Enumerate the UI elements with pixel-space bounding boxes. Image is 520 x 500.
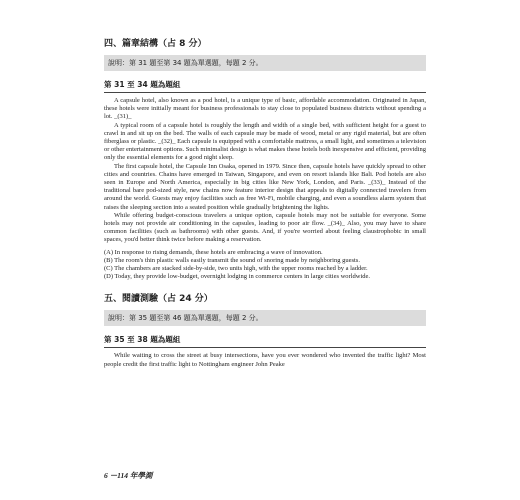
- option-a: (A) In response to rising demands, these hotels are embracing a wave of innovation.: [104, 248, 323, 256]
- section-5-instruction: 說明：第 35 題至第 46 題為單選題，每題 2 分。: [104, 310, 426, 326]
- page-footer: 6 －114 年學測: [104, 471, 153, 480]
- passage-paragraph: The first capsule hotel, the Capsule Inn Osaka, opened in 1979. Since then, capsule hotels have quickly spread to other cities and countries. Chains have emerged in Taiwan, Singapore, and even on resort islands like Bali. Pod hotels are also seen in Europe and North America, especially in big cities like New York, London, and Paris. _(33)_ Instead of the traditional bare pod-sized style, new chains now feature interior design that appeals to digitally connected travelers from around the world. Guests may enjoy facilities such as free Wi-Fi, mobile charging, and even a soundless alarm system that raises the sleeping section into a seated position while gradually brightening the lights.: [104, 162, 426, 211]
- option-b: (B) The room's thin plastic walls easily transmit the sound of snoring made by neighboring guests.: [104, 256, 360, 264]
- option-d: (D) Today, they provide low-budget, overnight lodging in commerce centers in large cities worldwide.: [104, 273, 371, 281]
- passage-paragraph: While offering budget-conscious travelers a unique option, capsule hotels may not be suitable for everyone. Some hotels may not provide air conditioning in the capsules, leading to poor air flow. _(34)_ Also, you may have to share common facilities (such as bathrooms) with other guests. And, if you're worried about feeling claustrophobic in small spaces, you'd better think twice before making a reservation.: [104, 211, 426, 244]
- question-group-31-34-title: 第 31 至 34 題為題組: [104, 79, 426, 93]
- question-group-35-38-title: 第 35 至 38 題為題組: [104, 334, 426, 348]
- option-c: (C) The chambers are stacked side-by-side, two units high, with the upper rooms reached by a ladder.: [104, 265, 368, 273]
- section-4-title: 四、篇章結構（占 8 分）: [104, 39, 207, 49]
- section-5-title: 五、閱讀測驗（占 24 分）: [104, 294, 213, 305]
- passage-paragraph: While waiting to cross the street at busy intersections, have you ever wondered who invented the traffic light? Most people credit the first traffic light to Nottingham engineer John Peake: [104, 352, 426, 368]
- exam-page: [104, 36, 426, 369]
- passage-paragraph: A typical room of a capsule hotel is roughly the length and width of a single bed, with sufficient height for a guest to crawl in and sit up on the bed. The walls of each capsule may be made of wood, metal or any rigid material, but are often fiberglass or plastic. _(32)_ Each capsule is equipped with a comfortable mattress, a small light, and sometimes a television or other entertainment options. Such minimalist design is what makes these hotels both inexpensive and efficient, providing only the essential elements for a good night sleep.: [104, 121, 426, 162]
- section-4-instruction: 說明：第 31 題至第 34 題為單選題，每題 2 分。: [104, 55, 426, 71]
- passage-capsule-hotel: [104, 97, 426, 245]
- passage-paragraph: A capsule hotel, also known as a pod hotel, is a unique type of basic, affordable accommodation. Originated in Japan, these hotels were initially meant for business professionals to stay close to populated business districts without spending a lot. _(31)_: [104, 97, 426, 121]
- answer-options: [104, 249, 426, 282]
